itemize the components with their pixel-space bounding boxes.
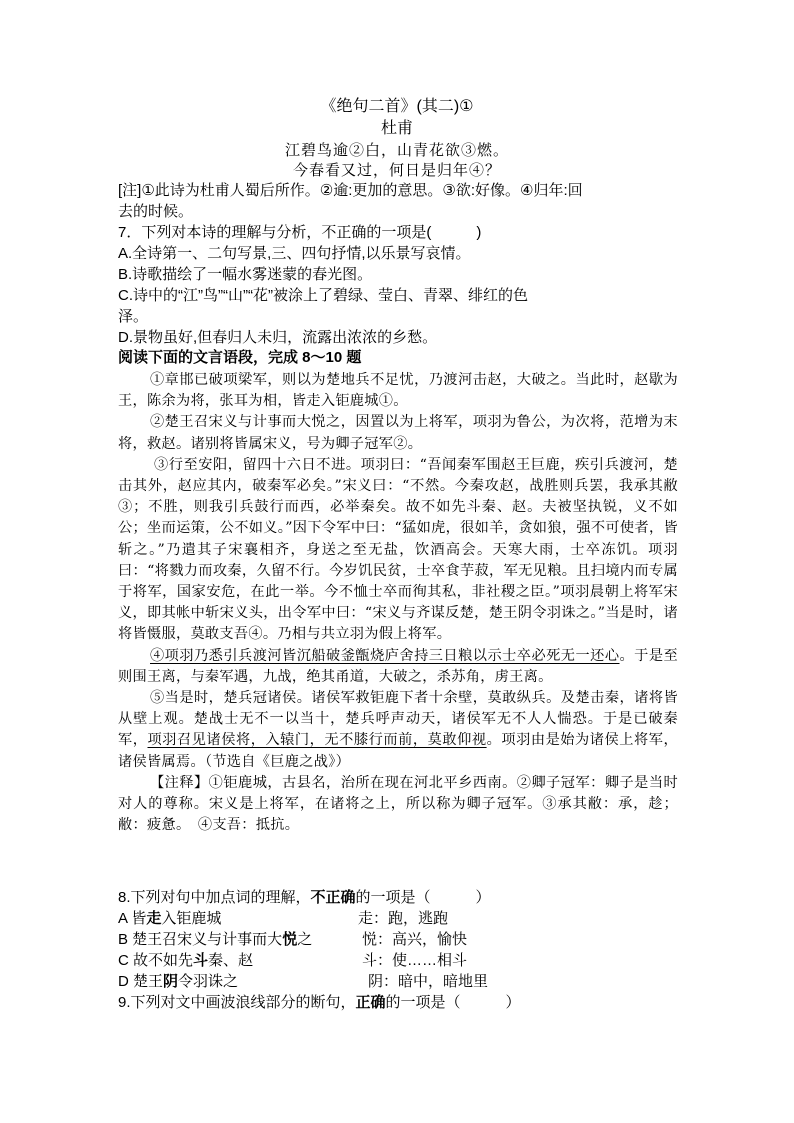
q8-b-key: 悦 — [282, 931, 298, 948]
passage-paragraph-4 — [118, 646, 678, 688]
q9-stem-a: 9.下列对文中画波浪线部分的断句， — [118, 994, 356, 1011]
q8-option-c-left — [118, 950, 253, 971]
q8-option-b-left — [118, 929, 312, 950]
q8-stem-bold: 不正确 — [310, 889, 356, 906]
q9-stem — [118, 992, 678, 1013]
q7-stem: 7．下列对本诗的理解与分析，不正确的一项是( ) — [118, 224, 482, 241]
poem-line-1: 江碧鸟逾②白，山青花欲③燃。 — [284, 141, 509, 159]
passage-paragraph-4-rest: 。于是至则围王离，与秦军遇，九战，绝其甬道，大破之，杀苏角，虏王离。 — [118, 647, 679, 685]
q8-c-key: 斗 — [193, 952, 209, 969]
reading-heading: 阅读下面的文言语段，完成 8～10 题 — [118, 349, 362, 366]
q8-option-b-right: 悦：高兴，愉快 — [362, 931, 468, 948]
q8-stem-a: 8.下列对句中加点词的理解， — [118, 889, 311, 906]
q8-b-post: 之 — [297, 931, 313, 948]
passage-paragraph-2: ②楚王召宋义与计事而大悦之，因置以为上将军，项羽为鲁公，为次将，范增为末将，救赵。诸别将皆属宋义，号为卿子冠军②。 — [118, 414, 678, 452]
q8-d-key: 阴 — [163, 973, 179, 990]
passage-paragraph-5-b: 。项羽由是始为诸侯上将军，诸侯皆属焉。（节选自《巨鹿之战》） — [118, 732, 678, 770]
q9-stem-b: 的一项是（ ） — [385, 994, 521, 1011]
passage-paragraph-3: ③行至安阳，留四十六日不进。项羽曰：“吾闻秦军围赵王巨鹿，疾引兵渡河，楚击其外，赵应其内，破秦军必矣。”宋义曰：“不然。今秦攻赵，战胜则兵罢，我承其敝③；不胜，则我引兵鼓行而西，必举秦矣。故不如先斗秦、赵。夫被坚执锐，义不如公；坐而运策，公不如义。”因下令军中曰：“猛如虎，很如羊，贪如狼，强不可使者，皆斩之。”乃遣其子宋襄相齐，身送之至无盐，饮酒高会。天寒大雨，士卒冻饥。项羽曰：“将戮力而攻秦，久留不行。今岁饥民贫，士卒食芋菽，军无见粮。且扫境内而专属于将军，国家安危，在此一举。今不恤士卒而徇其私，非社稷之臣。”项羽晨朝上将军宋义，即其帐中斩宋义头，出令军中曰：“宋义与齐谋反楚，楚王阴令羽诛之。”当是时，诸将皆慑服，莫敢支吾④。乃相与共立羽为假上将军。 — [118, 456, 678, 643]
q8-d-pre: D 楚王 — [118, 973, 164, 990]
q8-option-a-left — [118, 908, 221, 929]
q8-stem — [118, 887, 678, 908]
q8-d-post: 令羽诛之 — [178, 973, 239, 990]
q8-option-d-right: 阴：暗中，暗地里 — [368, 973, 489, 990]
q9-stem-bold: 正确 — [355, 994, 386, 1011]
q8-a-post: 入钜鹿城 — [161, 910, 222, 927]
q7-option-d: D.景物虽好,但春归人未归，流露出浓浓的乡愁。 — [118, 329, 438, 346]
poem-title: 《绝句二首》(其二)① — [320, 98, 474, 115]
q8-a-pre: A 皆 — [118, 910, 147, 927]
poem-author: 杜甫 — [380, 120, 413, 137]
q8-option-d-left — [118, 971, 238, 992]
passage-paragraph-5-a: ⑤当是时，楚兵冠诸侯。诸侯军救钜鹿下者十余壁，莫敢纵兵。及楚击秦，诸将皆从壁上观。楚战士无不一以当十，楚兵呼声动天，诸侯军无不人人惴恐。于是已破秦军， — [118, 690, 678, 749]
q7-option-a: A.全诗第一、二句写景,三、四句抒情,以乐景写哀情。 — [118, 245, 471, 262]
q7-option-b: B.诗歌描绘了一幅水雾迷蒙的春光图。 — [118, 266, 373, 283]
poem-note-line-2: 去的时候。 — [118, 203, 194, 220]
q7-option-c-line-1: C.诗中的“江”鸟”“山”“花”被涂上了碧绿、莹白、青翠、绯红的色 — [118, 287, 528, 304]
q8-c-pre: C 故不如先 — [118, 952, 194, 969]
q8-option-a-right: 走：跑，逃跑 — [358, 910, 449, 927]
q8-stem-b: 的一项是（ ） — [355, 889, 491, 906]
wavy-underlined-sentence: ④项羽乃悉引兵渡河皆沉船破釜甑烧庐舍持三日粮以示士卒必死无一还心 — [150, 647, 620, 664]
passage-paragraph-5 — [118, 688, 678, 773]
q7-option-c-line-2: 泽。 — [118, 308, 149, 325]
passage-annotations: 【注释】①钜鹿城，古县名，治所在现在河北平乡西南。②卿子冠军：卿子是当时对人的尊称。宋义是上将军，在诸将之上，所以称为卿子冠军。③承其敝：承，趁；敝：疲惫。 ④支吾：抵抗。 — [118, 774, 678, 834]
q8-option-c-right: 斗：使……相斗 — [362, 952, 468, 969]
q8-c-post: 秦、赵 — [208, 952, 254, 969]
poem-line-2: 今春看又过，何日是归年④？ — [292, 161, 501, 179]
passage — [118, 370, 678, 836]
poem-note-line-1: [注]①此诗为杜甫人蜀后所作。②逾:更加的意思。③欲:好像。④归年:回 — [118, 182, 583, 199]
passage-paragraph-1: ①章邯已破项梁军，则以为楚地兵不足忧，乃渡河击赵，大破之。当此时，赵歇为王，陈余为将，张耳为相，皆走入钜鹿城①。 — [118, 372, 678, 410]
q8-a-key: 走 — [146, 910, 162, 927]
q8-b-pre: B 楚王召宋义与计事而大 — [118, 931, 283, 948]
underlined-sentence: 项羽召见诸侯将，入辕门，无不膝行而前，莫敢仰视 — [147, 732, 487, 749]
